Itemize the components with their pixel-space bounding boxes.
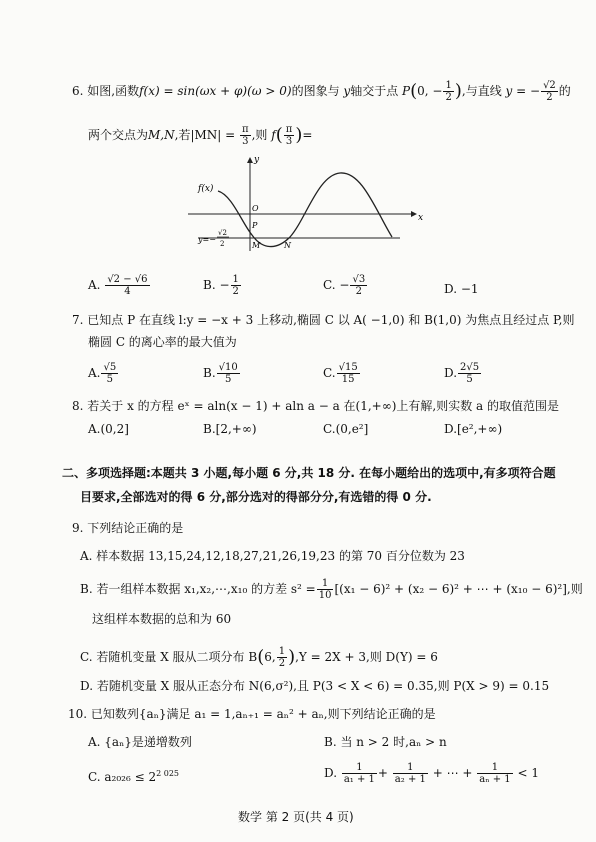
q8-line1: 8. 若关于 x 的方程 eˣ = aln(x − 1) + aln a − a 在(1,+∞)上有解,则实数 a 的取值范围是	[72, 399, 560, 413]
q7-option-c: C. $\frac{√15}{15}$	[323, 362, 358, 385]
q8-option-a: A.(0,2]	[88, 422, 129, 436]
q7-line2: 椭圆 C 的离心率的最大值为	[88, 335, 237, 349]
q6-graph	[180, 153, 440, 253]
q6-line1: 6. 如图,函数f(x) = sin(ωx + φ)(ω > 0)的图象与 y轴交于点 P(0, − $\frac{1}{2}$ ),与直线 y = − $\frac{√2}{2}$ 的	[72, 80, 571, 103]
q9-stem: 9. 下列结论正确的是	[72, 521, 184, 535]
q10-stem: 10. 已知数列{aₙ}满足 a₁ = 1,aₙ₊₁ = aₙ² + aₙ,则下列结论正确的是	[68, 707, 436, 721]
q9-option-b-line2: 这组样本数据的总和为 60	[92, 612, 232, 626]
q10-option-b: B. 当 n > 2 时,aₙ > n	[324, 735, 447, 749]
q7-option-a: A. $\frac{√5}{5}$	[88, 362, 117, 385]
origin-label: O	[252, 204, 259, 213]
q6-line2: 两个交点为M,N,若|MN| = $\frac{\pi}{3}$ ,则 f( $\frac{\pi}{3}$ )=	[88, 124, 313, 147]
x-axis-label: x	[418, 213, 424, 223]
n-label: N	[284, 241, 291, 250]
q9-option-d: D. 若随机变量 X 服从正态分布 N(6,σ²),且 P(3 < X < 6) = 0.35,则 P(X > 9) = 0.15	[80, 679, 550, 693]
section2-line2: 目要求,全部选对的得 6 分,部分选对的得部分分,有选错的得 0 分.	[80, 490, 432, 504]
q10-option-c: C. $a_{2026} \le 2^{2 025}$	[88, 769, 180, 784]
y-axis-label: y	[254, 155, 260, 165]
q8-option-d: D.[e²,+∞)	[444, 422, 503, 436]
q9-option-a: A. 样本数据 13,15,24,12,18,27,21,26,19,23 的第 70 百分位数为 23	[80, 549, 465, 563]
line-label-den: 2	[220, 240, 225, 248]
f-label: f(x)	[198, 184, 214, 194]
m-label: M	[252, 241, 261, 250]
q7-option-d: D. $\frac{2√5}{5}$	[444, 362, 480, 385]
q6-option-d: D. −1	[444, 282, 479, 296]
q9-option-c: C. 若随机变量 X 服从二项分布 B(6, $\frac{1}{2}$ ),Y = 2X + 3,则 D(Y) = 6	[80, 646, 438, 669]
q6-option-a: A. $\frac{√2 - √6}{4}$	[88, 274, 148, 297]
q7-option-b: B. $\frac{√10}{5}$	[203, 362, 238, 385]
section2-line1: 二、多项选择题:本题共 3 小题,每小题 6 分,共 18 分. 在每小题给出的选项中,有多项符合题	[62, 466, 556, 480]
q6-option-b: B. − $\frac{1}{2}$	[203, 274, 239, 297]
q9-option-b-line1: B. 若一组样本数据 x₁,x₂,⋯,x₁₀ 的方差 s² = $\frac{1}{10}$ [(x₁ − 6)² + (x₂ − 6)² + ⋯ + (x₁₀ − 6)²],则	[80, 578, 583, 601]
q6-option-c: C. − $\frac{√3}{2}$	[323, 274, 366, 297]
q8-option-b: B.[2,+∞)	[203, 422, 257, 436]
line-label: y=−	[198, 235, 216, 244]
sine-curve	[218, 173, 392, 247]
p-label: P	[252, 221, 258, 230]
q10-option-d: D. $\frac{1}{\text{a₁ + 1}}$ + $\frac{1}{\text{a₂ + 1}}$ + ⋯ + $\frac{1}{\text{aₙ + 1}}$ < 1	[324, 762, 540, 785]
line-label-num: √2	[218, 229, 227, 237]
q8-option-c: C.(0,e²]	[323, 422, 369, 436]
q10-option-a: A. {aₙ}是递增数列	[88, 735, 192, 749]
q7-line1: 7. 已知点 P 在直线 l:y = −x + 3 上移动,椭圆 C 以 A( −1,0) 和 B(1,0) 为焦点且经过点 P,则	[72, 313, 575, 327]
page-footer: 数学 第 2 页(共 4 页)	[238, 810, 354, 824]
